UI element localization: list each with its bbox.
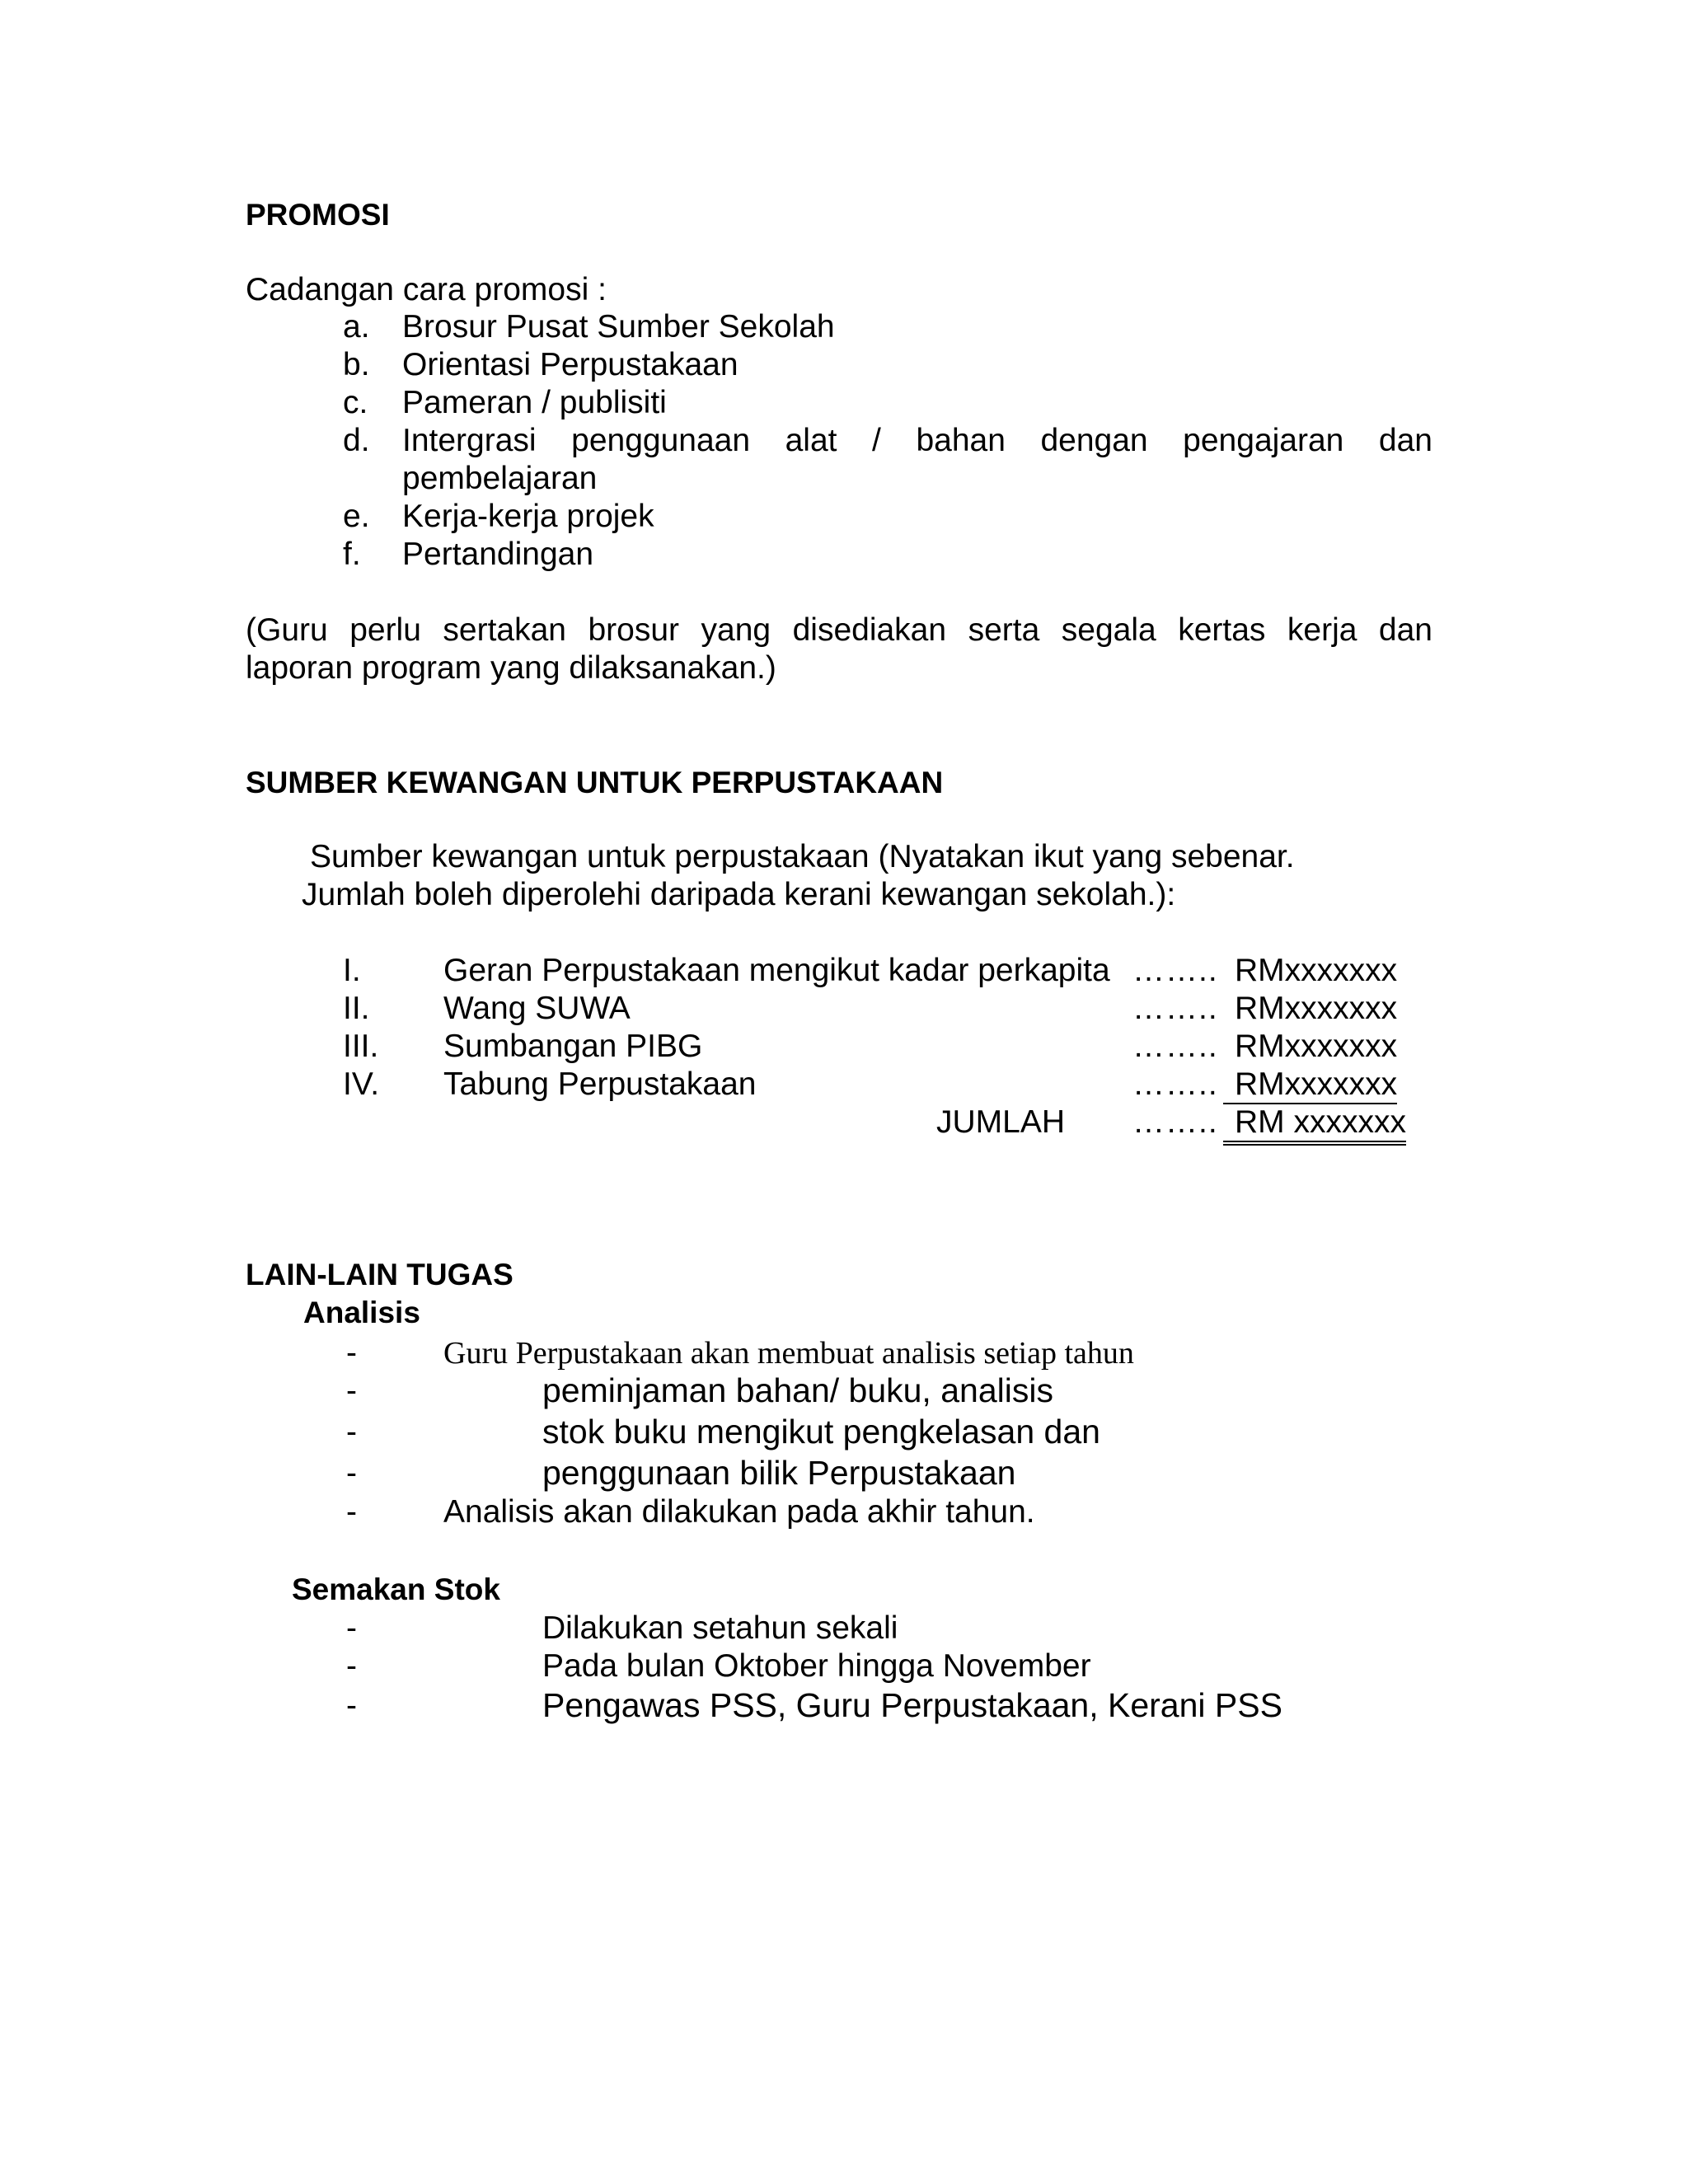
analisis-dash: - — [346, 1335, 357, 1371]
analisis-dash: - — [346, 1373, 357, 1408]
kewangan-row-amount: RMxxxxxxx — [1235, 953, 1398, 988]
kewangan-row-dots: …….. — [1132, 991, 1218, 1026]
promosi-intro: Cadangan cara promosi : — [246, 272, 607, 307]
semakan-item: Pada bulan Oktober hingga November — [542, 1648, 1091, 1684]
semakan-item: Pengawas PSS, Guru Perpustakaan, Kerani PSS — [542, 1686, 1282, 1724]
analisis-item: penggunaan bilik Perpustakaan — [542, 1454, 1016, 1492]
kewangan-total-label: JUMLAH — [936, 1104, 1066, 1140]
promosi-item-text: Orientasi Perpustakaan — [402, 347, 738, 382]
kewangan-row-amount: RMxxxxxxx — [1235, 1029, 1398, 1064]
semakan-dash: - — [346, 1610, 357, 1646]
promosi-item-marker: f. — [343, 537, 361, 572]
analisis-dash: - — [346, 1455, 357, 1491]
kewangan-row-label: Tabung Perpustakaan — [443, 1066, 757, 1102]
kewangan-row-number: II. — [343, 991, 370, 1026]
promosi-item-text: Brosur Pusat Sumber Sekolah — [402, 309, 835, 344]
promosi-note-line1: (Guru perlu sertakan brosur yang disediakan serta segala kertas kerja dan — [246, 612, 1432, 648]
kewangan-row-label: Sumbangan PIBG — [443, 1029, 703, 1064]
kewangan-row-number: I. — [343, 953, 361, 988]
semakan-dash: - — [346, 1688, 357, 1723]
promosi-item-text: Pameran / publisiti — [402, 385, 667, 420]
kewangan-row-label: Wang SUWA — [443, 991, 631, 1026]
promosi-item-text: Intergrasi penggunaan alat / bahan dengan pengajaran dan — [402, 423, 1432, 458]
kewangan-row-number: III. — [343, 1029, 379, 1064]
promosi-item-text-continued: pembelajaran — [402, 461, 598, 496]
semakan-item: Dilakukan setahun sekali — [542, 1610, 898, 1646]
analisis-dash: - — [346, 1494, 357, 1530]
kewangan-total-dots: …….. — [1132, 1104, 1218, 1140]
promosi-item-marker: a. — [343, 309, 370, 344]
kewangan-intro-line2: Jumlah boleh diperolehi daripada kerani kewangan sekolah.): — [302, 877, 1176, 912]
kewangan-row-dots: …….. — [1132, 1029, 1218, 1064]
kewangan-row-label: Geran Perpustakaan mengikut kadar perkapita — [443, 953, 1110, 988]
kewangan-row-number: IV. — [343, 1066, 380, 1102]
kewangan-row-dots: …….. — [1132, 953, 1218, 988]
analisis-dash: - — [346, 1414, 357, 1450]
promosi-item-marker: b. — [343, 347, 370, 382]
semakan-heading: Semakan Stok — [292, 1572, 500, 1606]
analisis-item: stok buku mengikut pengkelasan dan — [542, 1413, 1100, 1451]
promosi-item-marker: d. — [343, 423, 370, 458]
kewangan-intro-line1: Sumber kewangan untuk perpustakaan (Nyatakan ikut yang sebenar. — [310, 839, 1295, 874]
promosi-item-text: Kerja-kerja projek — [402, 499, 654, 534]
analisis-heading: Analisis — [303, 1296, 420, 1329]
kewangan-heading: SUMBER KEWANGAN UNTUK PERPUSTAKAAN — [246, 766, 944, 799]
kewangan-row-dots: …….. — [1132, 1066, 1218, 1102]
kewangan-row-amount: RMxxxxxxx — [1235, 991, 1398, 1026]
kewangan-row-amount: RMxxxxxxx — [1223, 1066, 1397, 1104]
analisis-item: Analisis akan dilakukan pada akhir tahun. — [443, 1494, 1035, 1530]
analisis-item: Guru Perpustakaan akan membuat analisis setiap tahun — [443, 1336, 1134, 1371]
kewangan-total-amount: RM xxxxxxx — [1223, 1104, 1406, 1146]
promosi-item-marker: e. — [343, 499, 370, 534]
lain-heading: LAIN-LAIN TUGAS — [246, 1258, 513, 1291]
promosi-note-line2: laporan program yang dilaksanakan.) — [246, 650, 776, 686]
semakan-dash: - — [346, 1648, 357, 1684]
promosi-item-text: Pertandingan — [402, 537, 594, 572]
promosi-item-marker: c. — [343, 385, 368, 420]
analisis-item: peminjaman bahan/ buku, analisis — [542, 1371, 1053, 1409]
promosi-heading: PROMOSI — [246, 198, 390, 232]
